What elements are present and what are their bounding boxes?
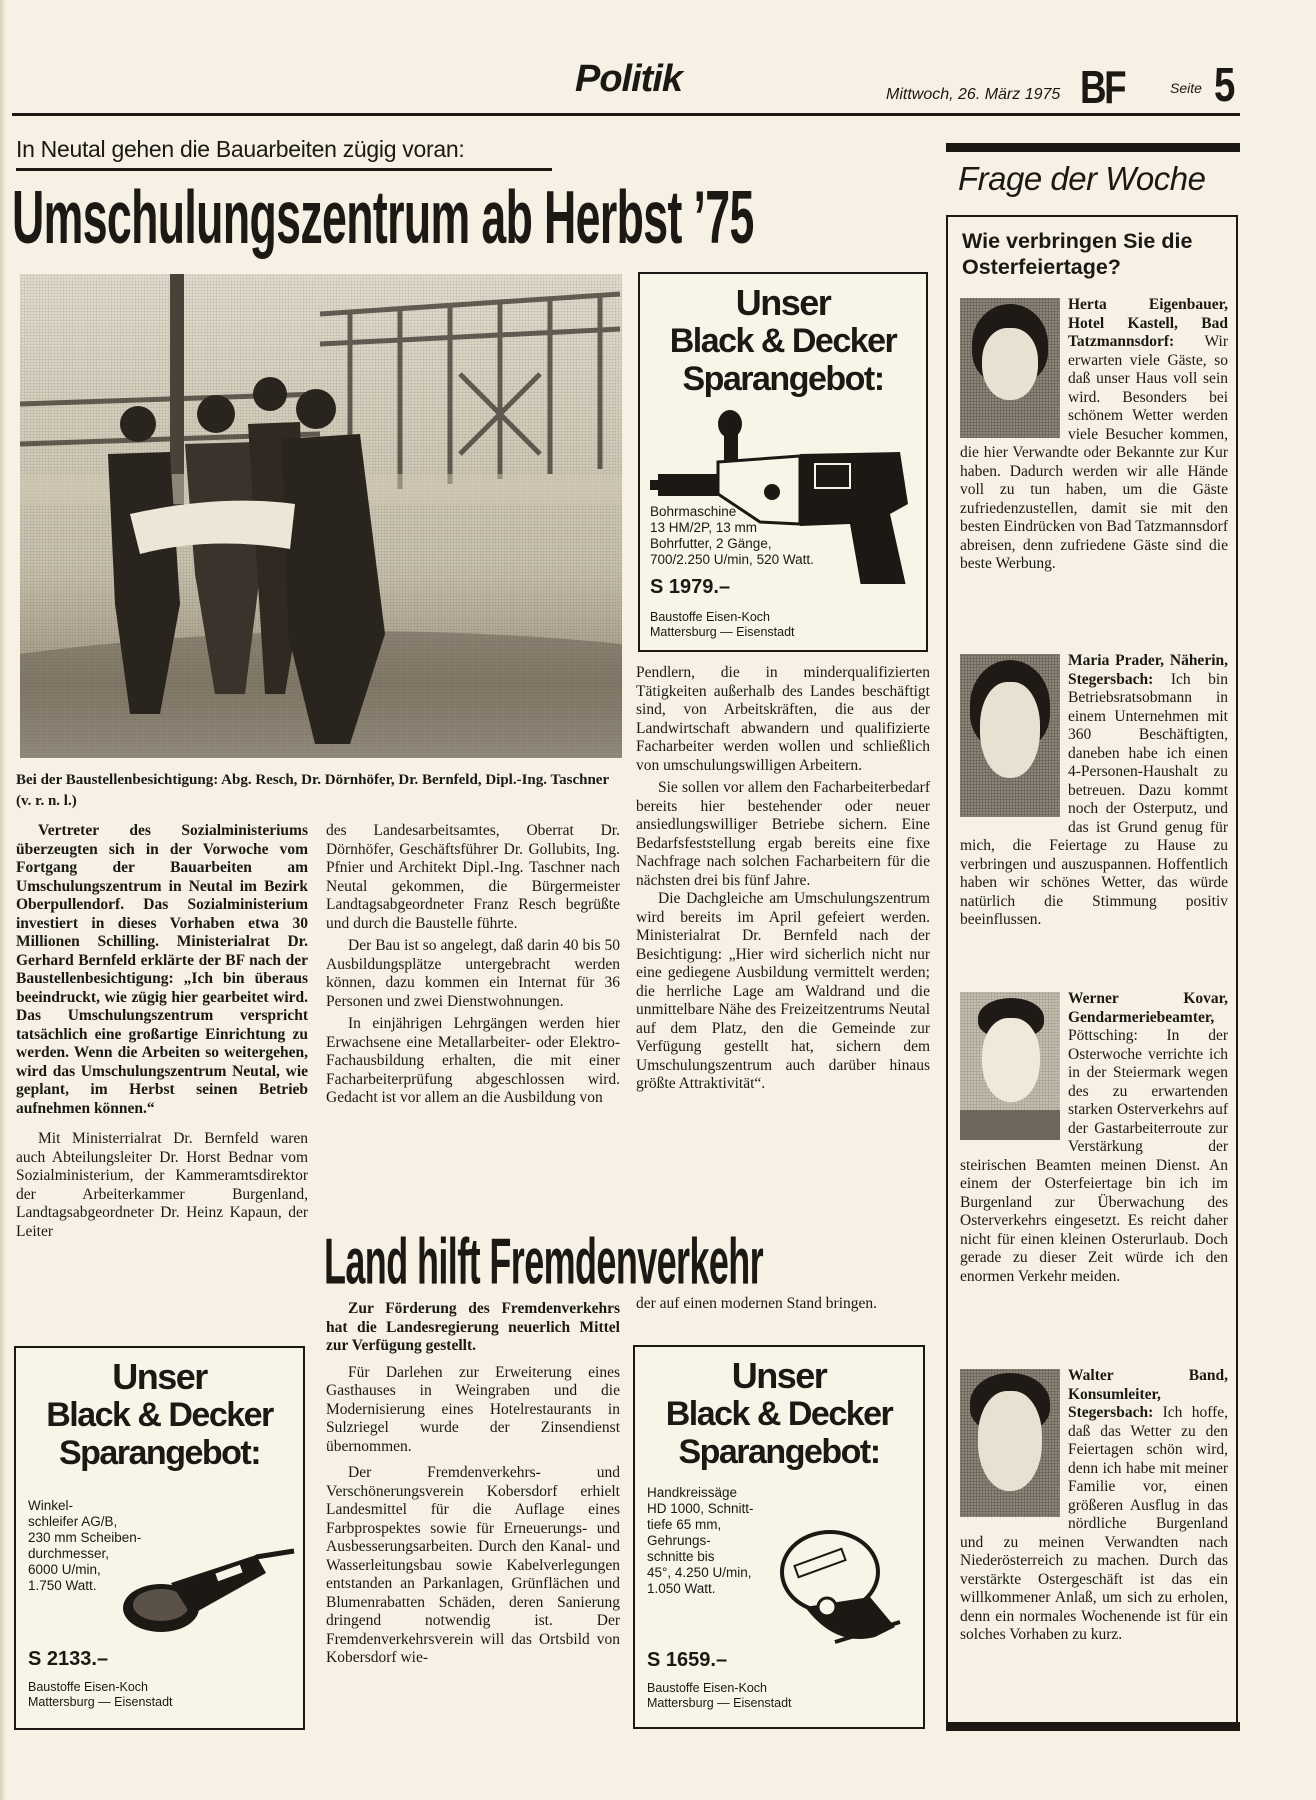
ad-address: Baustoffe Eisen-Koch Mattersburg — Eisenstadt [647,1681,792,1710]
sidebar-question: Wie verbringen Sie die Osterfeiertage? [962,229,1193,279]
ad-headline-1: Unser [731,1355,827,1396]
ad-headline-2: Black & Decker [46,1396,273,1434]
article-paragraph: Die Dachgleiche am Umschulungszentrum wird bereits im April gefeiert werden. Ministerialrat Dr. Bernfeld nach der Besichtigung: „Hier wird sicherlich nicht nur eine gediegene Ausbildung vermittelt werden; die herrliche Lage am Waldrand und die unmittelbare Nähe des Freizeitzentrums Neutal auf dem Platz, den die Gemeinde zur Verfügung gestellt hat, sichern dem Umschulungszentrum auch darüber hinaus größte Attraktivität“. [636,890,930,1092]
page-edge-shadow [0,0,6,1800]
ad-headline-1: Unser [112,1356,207,1397]
article2-paragraph: Für Darlehen zur Erweiterung eines Gasthauses in Weingraben und die Modernisierung eines Hotelrestaurants in Sulzriegel wurde der Zinsendienst übernommen. [326,1363,620,1455]
ad-headline-2: Black & Decker [669,322,897,360]
article2-paragraph: Der Fremdenverkehrs- und Verschönerungsverein Kobersdorf erhielt Landesmittel für die Auflage eines Farbprospektes sowie für Erneuerungs- und Ausbesserungsarbeiten. Durch den Kanal- und Wasserleitungsbau sowie Kabelverlegungen entstanden an Parkanlagen, Grünflächen und Blumenrabatten Schäden, deren Sanierung dringend notwendig ist. Der Fremdenverkehrsverein will das Ortsbild von Kobersdorf wie- [326,1464,620,1666]
circular-saw-icon [775,1527,905,1657]
ad-headline-3: Sparangebot: [682,360,884,398]
answer-item [960,652,1228,930]
advertisement-circular-saw [633,1345,925,1729]
article-column-2 [326,822,620,1112]
photo-caption: Bei der Baustellenbesichtigung: Abg. Resch, Dr. Dörnhöfer, Dr. Bernfeld, Dipl.-Ing. Taschner (v. r. n. l.) [16,772,609,809]
page-label: Seite [1170,80,1202,96]
masthead-rule [12,113,1240,116]
answer-text: Ich bin Betriebsratsobmann in einem Unternehmen mit 360 Beschäftigten, daneben habe ich einen 4-Personen-Haushalt zu betreuen. Dazu kommt noch der Osterputz, und das ist Grund genug für mich, die Feiertage zu Hause zu verbringen und auszuspannen. Hoffentlich haben wir schönes Wetter, das würde natürlich die Stimmung positiv beeinflussen. [960,670,1228,928]
article2-column-2 [636,1295,930,1318]
article-paragraph: des Landesarbeitsamtes, Oberrat Dr. Dörnhöfer, Geschäftsführer Dr. Gollubits, Ing. Pfnier und Architekt Dipl.-Ing. Taschner nach Neutal gekommen, die Bürgermeister Landtagsabgeordneter Franz Resch begrüßte und durch die Baustelle führte. [326,822,620,932]
portrait-woman-icon [960,654,1060,817]
paper-logo: BF [1080,61,1125,113]
article2-lead: Zur Förderung des Fremdenverkehrs hat die Landesregierung neuerlich Mittel zur Verfügung gestellt. [326,1300,620,1354]
answer-item [960,296,1228,574]
sidebar-title: Frage der Woche [958,160,1206,197]
ad-price: S 1979.– [650,576,731,598]
answer-item [960,1367,1228,1645]
advertisement-angle-grinder [14,1346,305,1730]
construction-site-photo-icon [20,274,622,758]
article-column-3 [636,664,930,1098]
answer-name: Maria Prader, Näherin, Stegersbach: [1068,652,1228,688]
article-paragraph: Mit Ministerrialrat Dr. Bernfeld waren auch Abteilungsleiter Dr. Horst Bednar vom Sozialministerium, der Kammeramtsdirektor der Arbeiterkammer Burgenland, Landtagsabgeordneter Dr. Heinz Kapaun, der Leiter [16,1130,308,1240]
article-paragraph: Der Bau ist so angelegt, daß darin 40 bis 50 Ausbildungsplätze untergebracht werden können, dazu kommen ein Internat für 36 Personen und zwei Dienstwohnungen. [326,937,620,1010]
answer-item [960,990,1228,1286]
ad-address: Baustoffe Eisen-Koch Mattersburg — Eisenstadt [28,1680,173,1709]
answer-name: Werner Kovar, Gendarmeriebeamter, [1068,990,1228,1026]
article2-column-1 [326,1300,620,1672]
ad-price: S 2133.– [28,1648,109,1670]
ad-headline-2: Black & Decker [665,1395,893,1433]
sidebar-bottom-bar [946,1722,1240,1731]
article-paragraph: In einjährigen Lehrgängen werden hier Erwachsene eine Metallarbeiter- oder Elektro-Fachausbildung erhalten, die mit einer Facharbeiterprüfung abgeschlossen wird. Gedacht ist vor allem an die Ausbildung von [326,1015,620,1106]
page-number: 5 [1214,59,1236,112]
portrait-man-icon [960,992,1060,1140]
ad-description: Handkreissäge HD 1000, Schnitt- tiefe 65 mm, Gehrungs- schnitte bis 45°, 4.250 U/min, 1.050 Watt. [647,1485,754,1596]
ad-headline-3: Sparangebot: [678,1433,880,1471]
ad-price: S 1659.– [647,1649,728,1671]
sidebar-top-bar [946,143,1240,152]
article-lead: Vertreter des Sozialministeriums überzeugten sich in der Vorwoche vom Fortgang der Bauarbeiten am Umschulungszentrum in Neutal im Bezirk Oberpullendorf. Das Sozialministerium investiert in dieses Vorhaben etwa 30 Millionen Schilling. Ministerialrat Dr. Gerhard Bernfeld erklärte der BF nach der Baustellenbesichtigung: „Ich bin überaus beeindruckt, wie zügig hier gearbeitet wird. Das Umschulungszentrum verspricht tatsächlich eine großartige Einrichtung zu werden. Wenn die Arbeiten so weitergehen, wird das Umschulungszentrum Neutal, wie geplant, im Herbst seinen Betrieb aufnehmen können.“ [16,822,308,1117]
article-photo [20,274,622,758]
answer-text: Pöttsching: In der Osterwoche verrichte ich in der Steiermark wegen des zu erwartenden starken Osterverkehrs auf der Gastarbeiterroute zur Verstärkung der steirischen Beamten meinen Dienst. An einem der Osterfeiertage bin ich im Burgenland zur Überwachung des Osterverkehrs eingesetzt. Es reicht daher nicht für einen kleinen Osterurlaub. Doch gerade zu dieser Zeit würde ich den enormen Verkehr meiden. [960,1027,1228,1285]
ad-address: Baustoffe Eisen-Koch Mattersburg — Eisenstadt [650,610,795,639]
answer-text: Ich hoffe, daß das Wetter zu den Feiertagen schön wird, denn ich habe mit meiner Familie vor, einen größeren Ausflug in das nördliche Burgenland und zu meinen Verwandten nach Niederösterreich zu machen. Durch das verstärkte Ostergeschäft ist das ein willkommener Anlaß, um sich zu erholen, denn ein normales Wochenende ist für ein solches Vorhaben zu kurz. [960,1404,1228,1643]
answer-name: Herta Eigenbauer, Hotel Kastell, Bad Tatzmannsdorf: [1068,296,1228,350]
answer-text: Wir erwarten viele Gäste, so daß unser Haus voll sein wird. Besonders bei schönem Wetter werden viele Besucher kommen, die hier Verwandte oder Bekannte zur Kur haben. Dadurch werden wir alle Hände voll zu tun haben, um die Gäste zufriedenzustellen, damit sie mit den besten Eindrücken von Bad Tatzmannsdorf abreisen, denn zufriedene Gäste sind die beste Werbung. [960,333,1228,572]
ad-headline-1: Unser [735,282,831,323]
portrait-woman-icon [960,298,1060,438]
article-column-1 [16,822,308,1245]
section-title: Politik [575,58,683,100]
ad-description: Winkel- schleifer AG/B, 230 mm Scheiben- durchmesser, 6000 U/min, 1.750 Watt. [28,1498,142,1593]
ad-description: Bohrmaschine 13 HM/2P, 13 mm Bohrfutter, 2 Gänge, 700/2.250 U/min, 520 Watt. [650,504,814,567]
angle-grinder-icon [116,1543,296,1643]
advertisement-drill [638,272,928,652]
article2-paragraph: der auf einen modernen Stand bringen. [636,1295,878,1312]
article-kicker: In Neutal gehen die Bauarbeiten zügig voran: [16,136,465,162]
article-headline: Umschulungszentrum ab Herbst ’75 [12,176,754,260]
answer-name: Walter Band, Konsumleiter, Stegersbach: [1068,1367,1228,1421]
article-paragraph: Pendlern, die in minderqualifizierten Tätigkeiten außerhalb des Landes beschäftigt sind, von Arbeitskräften, die aus der Landwirtschaft abwandern und qualifizierte Facharbeiter werden wollen und schließlich von umschulungswilligen Arbeitern. [636,664,930,774]
ad-headline-3: Sparangebot: [58,1434,261,1472]
kicker-underline [16,168,552,171]
issue-date: Mittwoch, 26. März 1975 [886,86,1061,103]
portrait-man-icon [960,1369,1060,1517]
article2-headline: Land hilft Fremdenverkehr [324,1225,764,1299]
article-paragraph: Sie sollen vor allem den Facharbeiterbedarf bereits hier bestehender oder neuer ansiedlungswilliger Betriebe sichern. Eine Bedarfsfeststellung ergab bereits eine fixe Nachfrage nach solchen Facharbeitern für die nächsten drei bis fünf Jahre. [636,779,930,889]
